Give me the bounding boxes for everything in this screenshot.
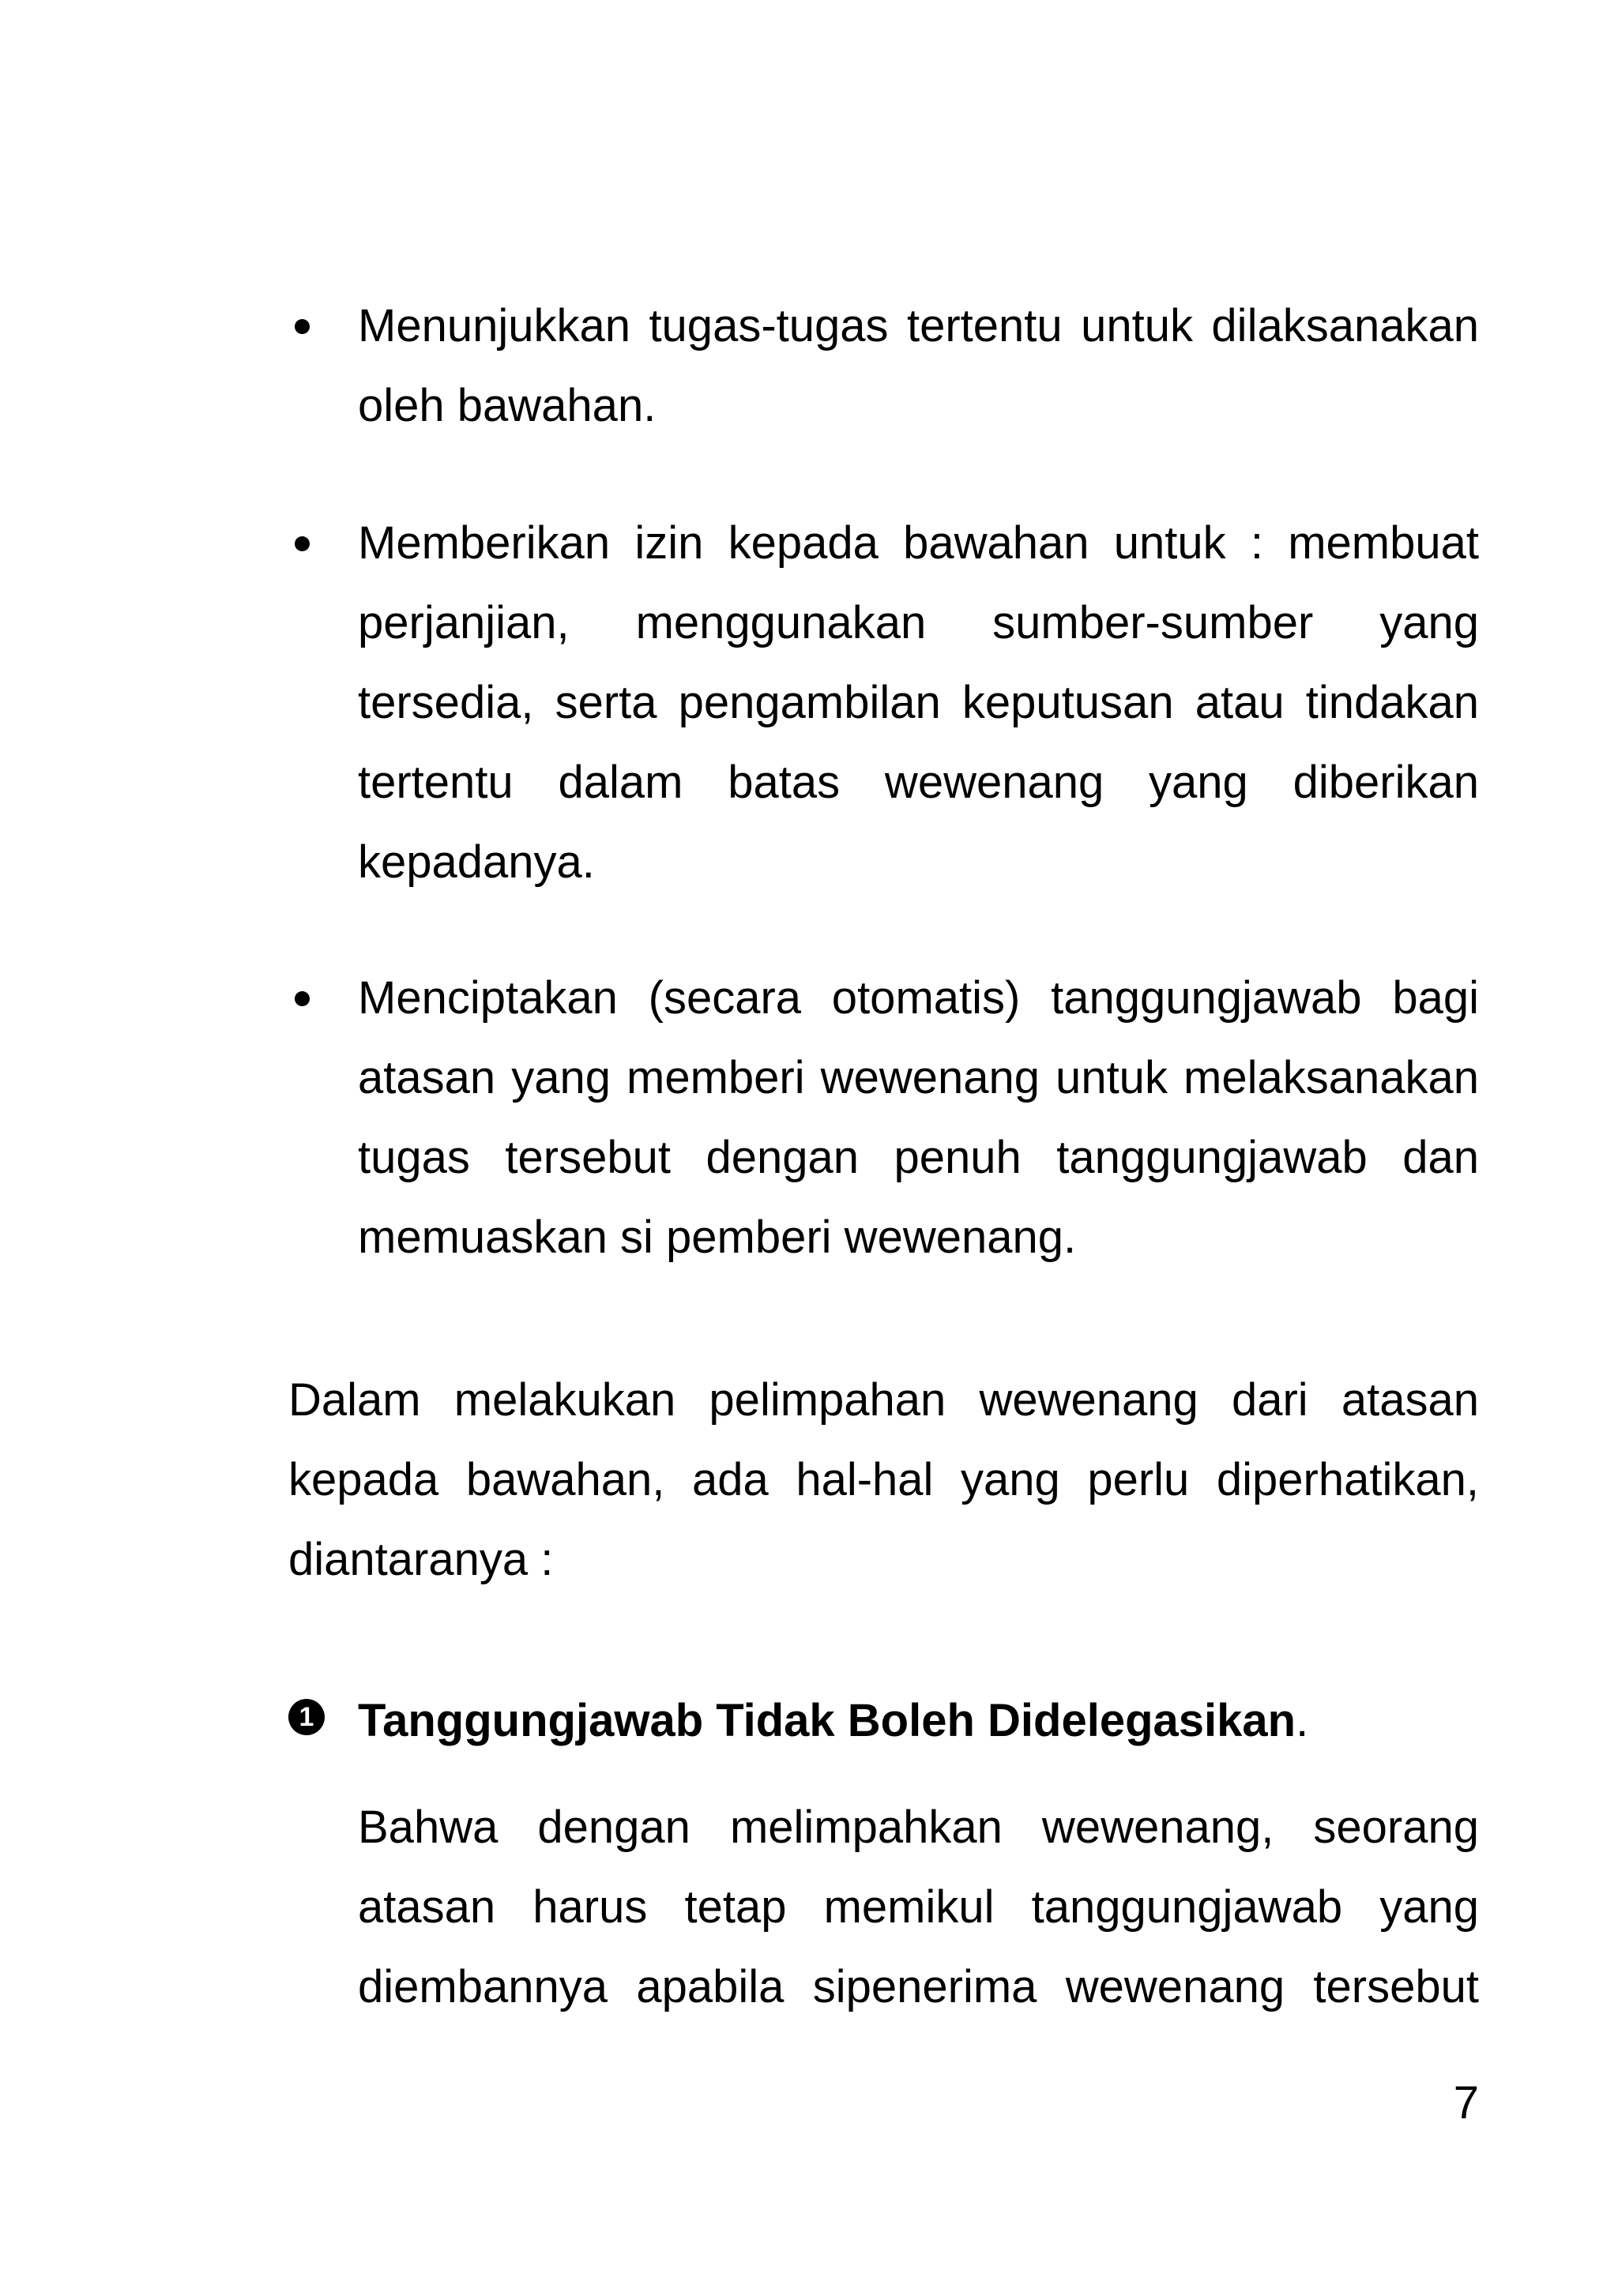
bullet-text: Menciptakan (secara otomatis) tanggungjawab bagi atasan yang memberi wewenang untuk melaksanakan tugas tersebut dengan penuh tanggungjawab dan memuaskan si pemberi wewenang. — [358, 972, 1479, 1263]
section-body: Bahwa dengan melimpahkan wewenang, seorang atasan harus tetap memikul tanggungjawab yang diembannya apabila sipenerima wewenang tersebut — [358, 1802, 1479, 2012]
body-paragraph: Dalam melakukan pelimpahan wewenang dari atasan kepada bawahan, ada hal-hal yang perlu diperhatikan, diantaranya : — [288, 1374, 1479, 1585]
page-number: 7 — [1453, 2077, 1479, 2129]
section-heading-text: Tanggungjawab Tidak Boleh Didelegasikan — [358, 1695, 1296, 1746]
section-heading — [358, 1681, 1479, 1761]
circled-number-icon: 1 — [288, 1699, 325, 1735]
section-heading-suffix: . — [1296, 1695, 1309, 1746]
bullet-text: Menunjukkan tugas-tugas tertentu untuk dilaksanakan oleh bawahan. — [358, 300, 1479, 431]
bullet-text: Memberikan izin kepada bawahan untuk : membuat perjanjian, menggunakan sumber-sumber yang tersedia, serta pengambilan keputusan atau tindakan tertentu dalam batas wewenang yang diberikan kepadanya. — [358, 517, 1479, 888]
